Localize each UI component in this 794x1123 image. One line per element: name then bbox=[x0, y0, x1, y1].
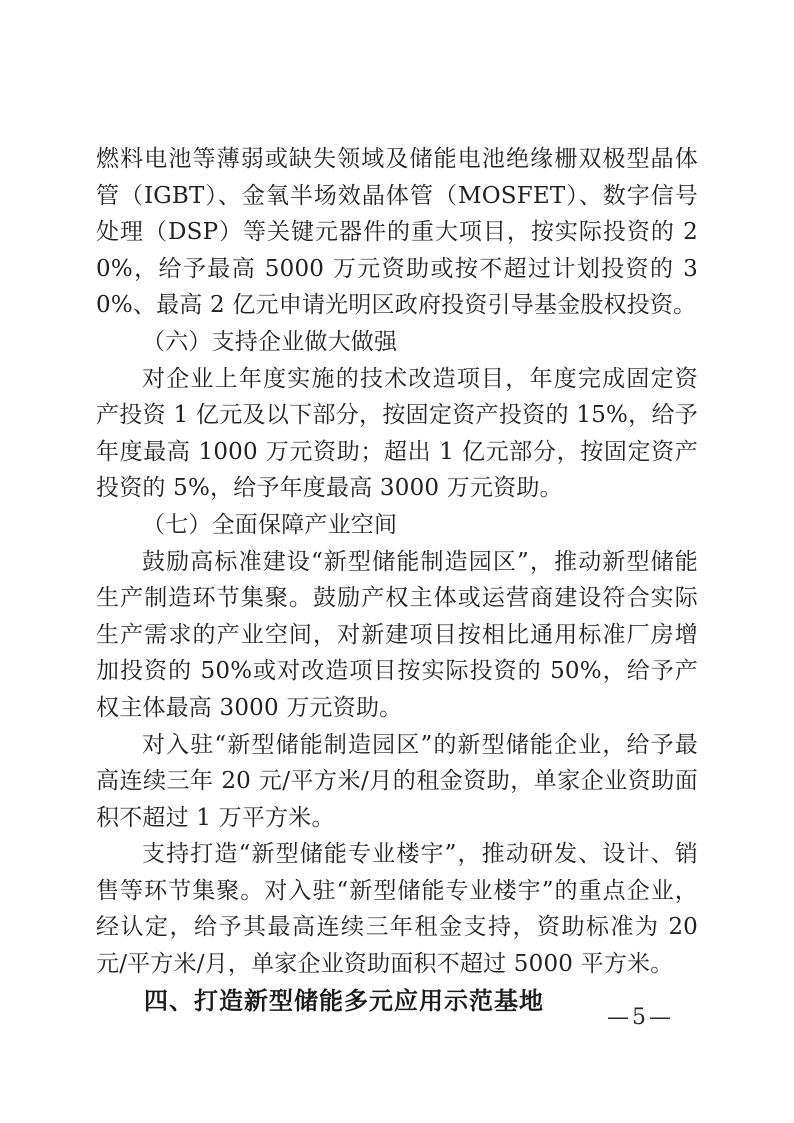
chapter-heading-four: 四、打造新型储能多元应用示范基地 bbox=[144, 986, 544, 1015]
page-number: —5— bbox=[607, 1005, 674, 1030]
section-heading-seven: （七）全面保障产业空间 bbox=[142, 511, 398, 538]
paragraph-park-rent-subsidy: 对入驻“新型储能制造园区”的新型储能企业，给予最高连续三年 20 元/平方米/月的租金资助，单家企业资助面积不超过 1 万平方米。 bbox=[96, 731, 698, 831]
paragraph-continued-key-components: 燃料电池等薄弱或缺失领域及储能电池绝缘栅双极型晶体管（IGBT）、金氧半场效晶体管（MOSFET）、数字信号处理（DSP）等关键元器件的重大项目，按实际投资的 20%，给予最高 5000 万元资助或按不超过计划投资的 30%、最高 2 亿元申请光明区政府投资引导基金股权投资。 bbox=[96, 146, 698, 319]
paragraph-building-rent-subsidy: 支持打造“新型储能专业楼宇”，推动研发、设计、销售等环节集聚。对入驻“新型储能专业楼宇”的重点企业，经认定，给予其最高连续三年租金支持，资助标准为 20 元/平方米/月，单家企业资助面积不超过 5000 平方米。 bbox=[96, 841, 698, 978]
paragraph-manufacturing-park: 鼓励高标准建设“新型储能制造园区”，推动新型储能生产制造环节集聚。鼓励产权主体或运营商建设符合实际生产需求的产业空间，对新建项目按相比通用标准厂房增加投资的 50%或对改造项目按实际投资的 50%，给予产权主体最高 3000 万元资助。 bbox=[96, 548, 698, 721]
document-body bbox=[96, 141, 698, 1019]
paragraph-tech-upgrade-subsidy: 对企业上年度实施的技术改造项目，年度完成固定资产投资 1 亿元及以下部分，按固定资产投资的 15%，给予年度最高 1000 万元资助；超出 1 亿元部分，按固定资产投资的 5%，给予年度最高 3000 万元资助。 bbox=[96, 365, 698, 502]
section-heading-six: （六）支持企业做大做强 bbox=[142, 328, 398, 355]
